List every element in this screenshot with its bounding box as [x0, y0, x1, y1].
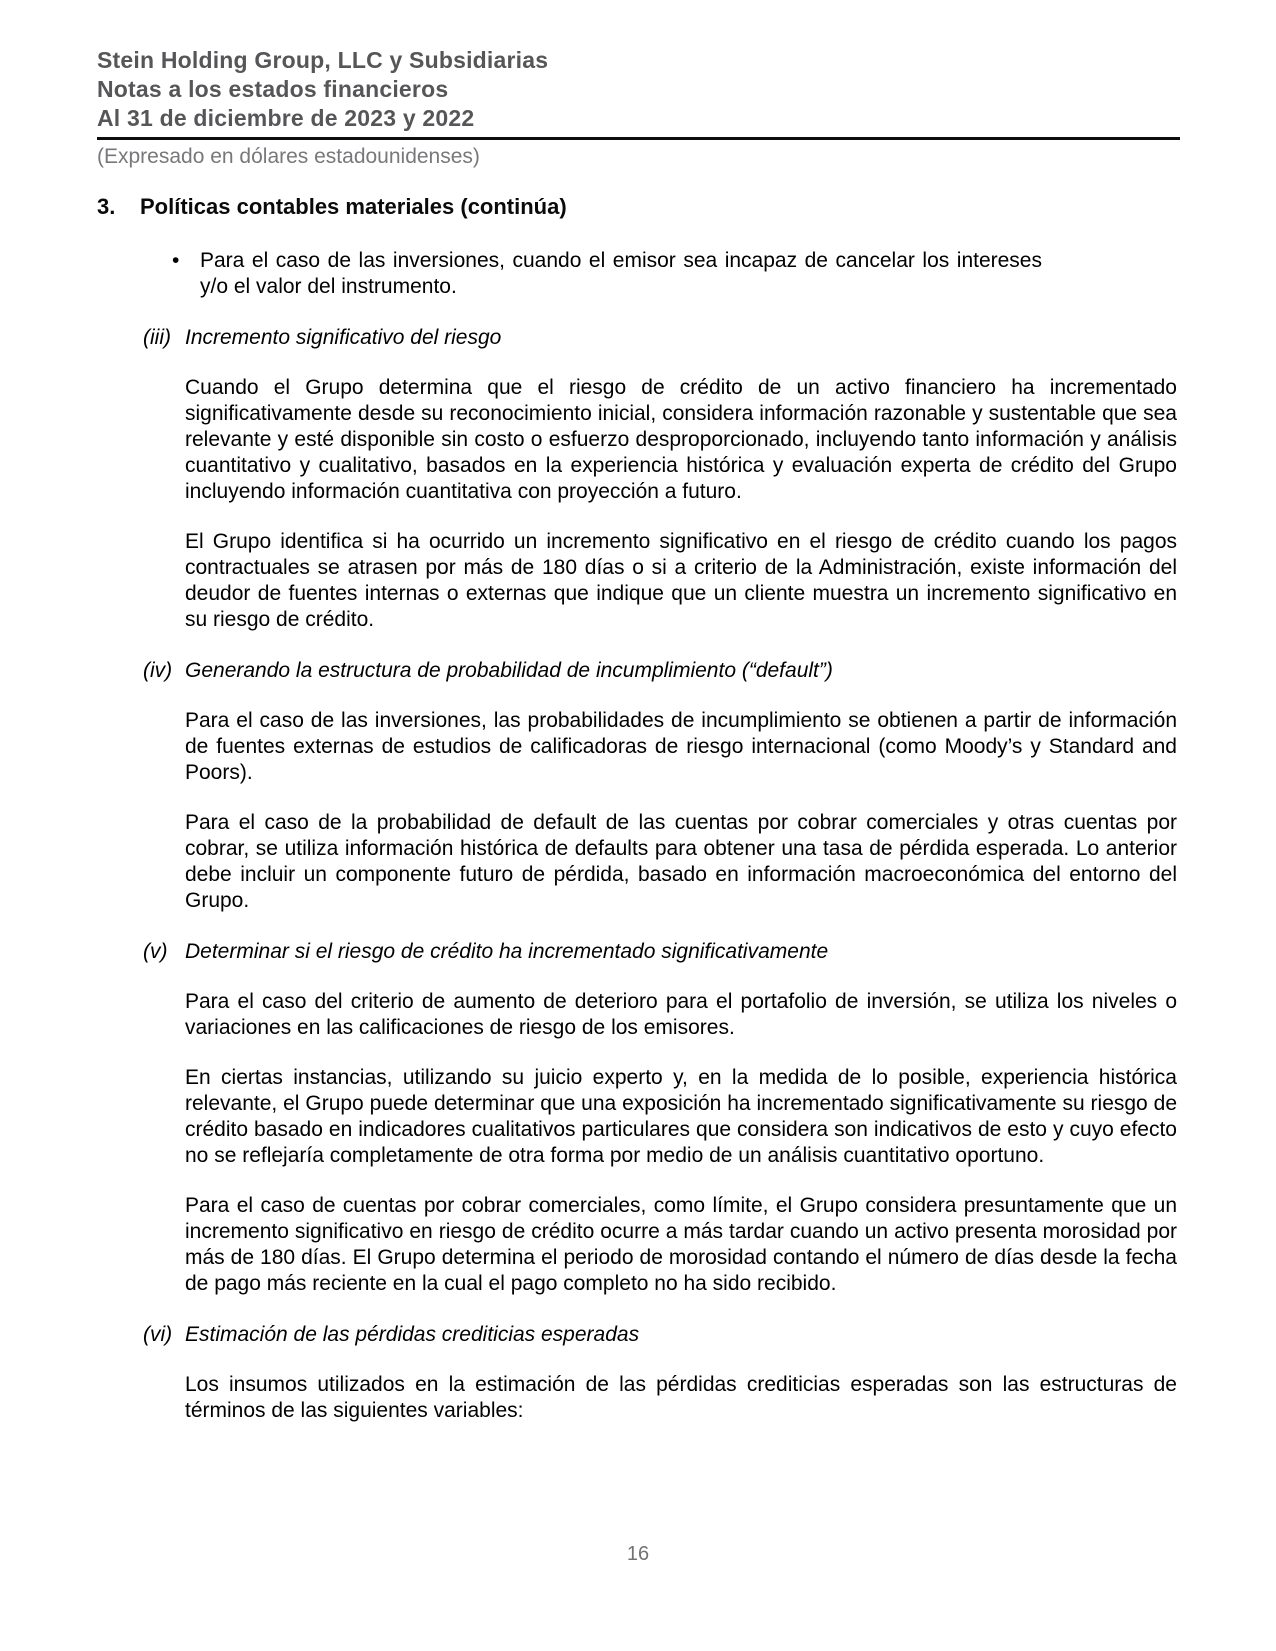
- paragraph: En ciertas instancias, utilizando su juicio experto y, en la medida de lo posible, experiencia histórica relevante, el Grupo puede determinar que una exposición ha incrementado significativamente su riesgo de crédito basado en indicadores cualitativos particulares que considera son indicativos de esto y cuyo efecto no se reflejaría completamente de otra forma por medio de un análisis cuantitativo oportuno.: [185, 1066, 1177, 1167]
- document-title: Notas a los estados financieros: [97, 76, 449, 102]
- subsection-label: (iv): [143, 659, 173, 682]
- subsection-label: (v): [143, 940, 168, 963]
- section-number: 3.: [97, 194, 116, 219]
- paragraph: Para el caso de la probabilidad de default de las cuentas por cobrar comerciales y otras cuentas por cobrar, se utiliza información histórica de defaults para obtener una tasa de pérdida esperada. Lo anterior debe incluir un componente futuro de pérdida, basado en información macroeconómica del entorno del Grupo.: [185, 811, 1177, 912]
- paragraph: Para el caso del criterio de aumento de deterioro para el portafolio de inversión, se utiliza los niveles o variaciones en las calificaciones de riesgo de los emisores.: [185, 990, 1177, 1039]
- subsection-title: Generando la estructura de probabilidad de incumplimiento (“default”): [185, 659, 833, 682]
- paragraph: Para el caso de cuentas por cobrar comerciales, como límite, el Grupo considera presuntamente que un incremento significativo en riesgo de crédito ocurre a más tardar cuando un activo presenta morosidad por más de 180 días. El Grupo determina el periodo de morosidad contando el número de días desde la fecha de pago más reciente en la cual el pago completo no ha sido recibido.: [185, 1194, 1177, 1295]
- subsection-heading-vi: [143, 1322, 1177, 1348]
- bullet-text: Para el caso de las inversiones, cuando el emisor sea incapaz de cancelar los intereses y/o el valor del instrumento.: [200, 249, 1042, 298]
- section-title: Políticas contables materiales (continúa): [140, 194, 567, 219]
- paragraph: Los insumos utilizados en la estimación de las pérdidas crediticias esperadas son las estructuras de términos de las siguientes variables:: [185, 1373, 1177, 1422]
- document-date: Al 31 de diciembre de 2023 y 2022: [97, 105, 475, 131]
- bullet-icon: •: [172, 249, 180, 272]
- section-heading: [97, 193, 1177, 220]
- subsection-label: (iii): [143, 326, 171, 349]
- subsection-label: (vi): [143, 1323, 173, 1346]
- page-number: 16: [626, 1543, 650, 1565]
- subsection-heading-v: [143, 939, 1177, 965]
- currency-note: (Expresado en dólares estadounidenses): [97, 145, 480, 168]
- paragraph: Para el caso de las inversiones, las probabilidades de incumplimiento se obtienen a partir de información de fuentes externas de estudios de calificadoras de riesgo internacional (como Moody’s y Standard and Poors).: [185, 709, 1177, 784]
- header-rule: [97, 137, 1180, 140]
- subsection-title: Estimación de las pérdidas crediticias esperadas: [185, 1323, 640, 1346]
- subsection-title: Determinar si el riesgo de crédito ha incrementado significativamente: [185, 940, 829, 963]
- paragraph: El Grupo identifica si ha ocurrido un incremento significativo en el riesgo de crédito cuando los pagos contractuales se atrasen por más de 180 días o si a criterio de la Administración, existe información del deudor de fuentes internas o externas que indique que un cliente muestra un incremento significativo en su riesgo de crédito.: [185, 530, 1177, 631]
- subsection-heading-iv: [143, 658, 1177, 684]
- bullet-item: [172, 248, 1042, 300]
- document-header: [97, 46, 1177, 169]
- paragraph: Cuando el Grupo determina que el riesgo de crédito de un activo financiero ha incrementado significativamente desde su reconocimiento inicial, considera información razonable y sustentable que sea relevante y esté disponible sin costo o esfuerzo desproporcionado, incluyendo tanto información y análisis cuantitativo y cualitativo, basados en la experiencia histórica y evaluación experta de crédito del Grupo incluyendo información cuantitativa con proyección a futuro.: [185, 376, 1177, 503]
- company-name: Stein Holding Group, LLC y Subsidiarias: [97, 47, 549, 73]
- subsection-title: Incremento significativo del riesgo: [185, 326, 502, 349]
- subsection-heading-iii: [143, 325, 1177, 351]
